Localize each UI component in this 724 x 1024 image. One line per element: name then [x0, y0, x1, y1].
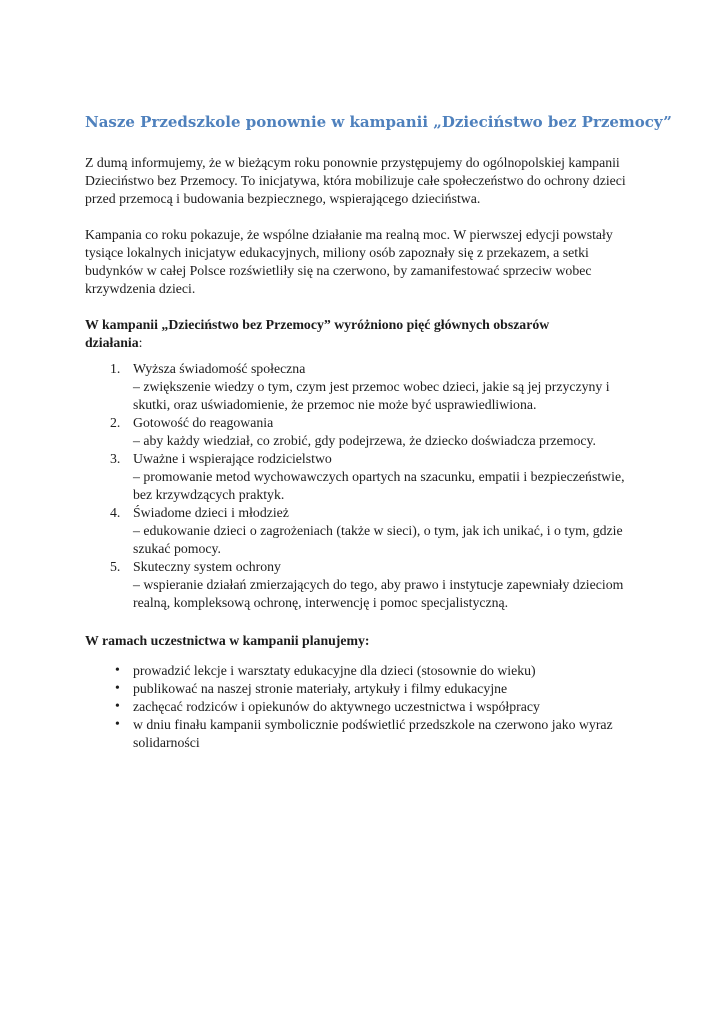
bullet-icon: •: [115, 680, 120, 695]
list-number: 3.: [110, 451, 121, 466]
list-item: [85, 414, 642, 450]
plans-list: [85, 662, 642, 752]
heading-areas-line1: W kampanii „Dzieciństwo bez Przemocy” wyróżniono pięć głównych obszarów: [85, 317, 550, 332]
area-description: – aby każdy wiedział, co zrobić, gdy podejrzewa, że dziecko doświadcza przemocy.: [133, 433, 597, 448]
plan-text: publikować na naszej stronie materiały, artykuły i filmy edukacyjne: [133, 681, 508, 696]
heading-plans-text: W ramach uczestnictwa w kampanii planujemy:: [85, 633, 370, 648]
list-item: [85, 680, 642, 698]
area-title: Wyższa świadomość społeczna: [133, 361, 306, 376]
list-item: [85, 662, 642, 680]
area-description: – edukowanie dzieci o zagrożeniach (także w sieci), o tym, jak ich unikać, i o tym, gdzie szukać pomocy.: [133, 523, 623, 556]
list-number: 5.: [110, 559, 121, 574]
plan-text: prowadzić lekcje i warsztaty edukacyjne dla dzieci (stosownie do wieku): [133, 663, 536, 678]
list-number: 1.: [110, 361, 121, 376]
paragraph-campaign-impact: Kampania co roku pokazuje, że wspólne działanie ma realną moc. W pierwszej edycji powstały tysiące lokalnych inicjatyw edukacyjnych, miliony osób zapoznały się z przekazem, a setki budynków w całej Polsce rozświetliły się na czerwono, by zamanifestować sprzeciw wobec krzywdzenia dzieci.: [85, 227, 613, 296]
paragraph-intro: Z dumą informujemy, że w bieżącym roku ponownie przystępujemy do ogólnopolskiej kampanii Dzieciństwo bez Przemocy. To inicjatywa, która mobilizuje całe społeczeństwo do ochrony dzieci przed przemocą i budowania bezpiecznego, wspierającego dzieciństwa.: [85, 155, 626, 206]
list-item: [85, 450, 642, 504]
areas-list: [85, 360, 642, 612]
area-title: Gotowość do reagowania: [133, 415, 274, 430]
bullet-icon: •: [115, 698, 120, 713]
document-title: Nasze Przedszkole ponownie w kampanii „Dzieciństwo bez Przemocy”: [85, 113, 672, 131]
list-item: [85, 360, 642, 414]
plan-text: w dniu finału kampanii symbolicznie podświetlić przedszkole na czerwono jako wyraz solidarności: [133, 717, 613, 750]
list-item: [85, 716, 642, 752]
bullet-icon: •: [115, 662, 120, 677]
bullet-icon: •: [115, 716, 120, 731]
list-number: 2.: [110, 415, 121, 430]
area-description: – promowanie metod wychowawczych opartych na szacunku, empatii i bezpieczeństwie, bez krzywdzących praktyk.: [133, 469, 625, 502]
heading-areas-line2: działania: [85, 335, 139, 350]
heading-plans: [85, 632, 642, 650]
list-item: [85, 698, 642, 716]
plan-text: zachęcać rodziców i opiekunów do aktywnego uczestnictwa i współpracy: [133, 699, 540, 714]
list-item: [85, 558, 642, 612]
heading-areas: [85, 316, 642, 352]
area-title: Uważne i wspierające rodzicielstwo: [133, 451, 332, 466]
heading-areas-colon: :: [138, 335, 143, 350]
area-description: – zwiększenie wiedzy o tym, czym jest przemoc wobec dzieci, jakie są jej przyczyny i skutki, oraz uświadomienie, że przemoc nie może być usprawiedliwiona.: [133, 379, 610, 412]
list-number: 4.: [110, 505, 121, 520]
area-title: Skuteczny system ochrony: [133, 559, 281, 574]
area-title: Świadome dzieci i młodzież: [133, 505, 289, 520]
area-description: – wspieranie działań zmierzających do tego, aby prawo i instytucje zapewniały dzieciom realną, kompleksową ochronę, interwencję i pomoc specjalistyczną.: [133, 577, 624, 610]
list-item: [85, 504, 642, 558]
